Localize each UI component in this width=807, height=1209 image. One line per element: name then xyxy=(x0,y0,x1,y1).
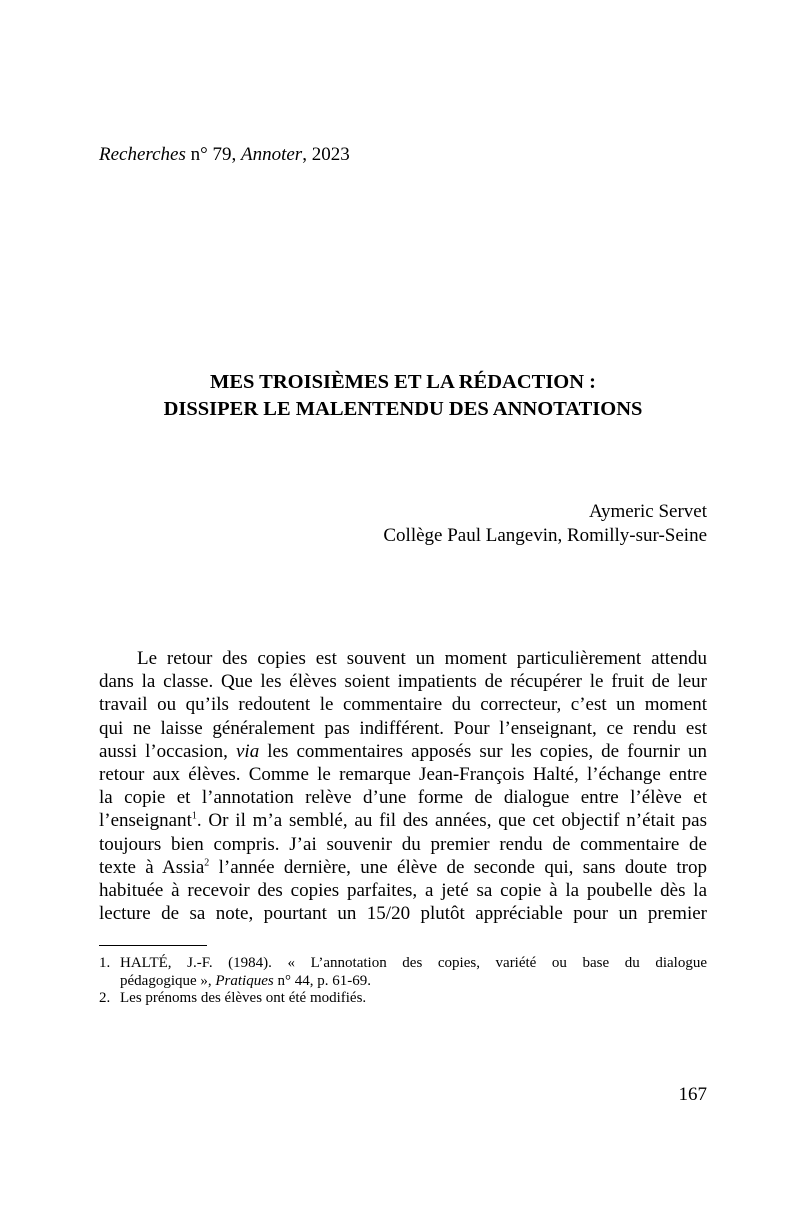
body-line: toujours bien compris. J’ai souvenir du premier rendu de commentaire de xyxy=(99,833,707,855)
issue-number: n° 79, xyxy=(185,144,241,165)
body-line: lecture de sa note, pourtant un 15/20 plutôt appréciable pour un premier xyxy=(99,903,707,925)
footnote-line xyxy=(120,973,707,991)
text-run: l’année dernière, une élève de seconde qui, sans doute trop xyxy=(209,856,708,878)
journal-name: Recherches xyxy=(99,144,186,165)
title-line-2: DISSIPER LE MALENTENDU DES ANNOTATIONS xyxy=(163,398,643,420)
footnote-line: HALTÉ, J.-F. (1984). « L’annotation des copies, variété ou base du dialogue xyxy=(120,955,707,971)
running-header xyxy=(99,143,350,167)
article-title xyxy=(99,369,707,423)
journal-title-italic: Pratiques xyxy=(215,972,274,989)
body-line: retour aux élèves. Comme le remarque Jean-François Halté, l’échange entre xyxy=(99,763,707,785)
footnote-1 xyxy=(99,955,707,990)
body-line xyxy=(99,740,707,763)
text-run: aussi l’occasion, xyxy=(99,740,236,762)
author-name: Aymeric Servet xyxy=(588,501,707,522)
issue-theme: Annoter xyxy=(240,144,303,165)
page-number: 167 xyxy=(678,1084,707,1105)
text-run: pédagogique », xyxy=(120,972,216,989)
author-block xyxy=(383,500,707,548)
text-run: n° 44, p. 61-69. xyxy=(273,972,371,989)
author-affiliation: Collège Paul Langevin, Romilly-sur-Seine xyxy=(383,525,707,546)
body-line xyxy=(99,809,707,832)
title-line-1: MES TROISIÈMES ET LA RÉDACTION : xyxy=(210,371,596,393)
body-line: qui ne laisse généralement pas indifférent. Pour l’enseignant, ce rendu est xyxy=(99,717,707,739)
body-line: Le retour des copies est souvent un moment particulièrement attendu xyxy=(137,648,707,669)
footnotes xyxy=(99,955,707,1008)
text-run: l’enseignant xyxy=(99,810,192,832)
body-paragraph xyxy=(99,647,707,925)
text-run: texte à Assia xyxy=(99,856,205,878)
footnote-line: Les prénoms des élèves ont été modifiés. xyxy=(120,990,367,1006)
footnote-separator xyxy=(99,945,207,946)
footnote-2 xyxy=(99,990,707,1008)
italic-via: via xyxy=(235,740,260,762)
body-line: travail ou qu’ils redoutent le commentaire du correcteur, c’est un moment xyxy=(99,694,707,716)
text-run: les commentaires apposés sur les copies, de fournir un xyxy=(259,740,708,762)
body-line: habituée à recevoir des copies parfaites, a jeté sa copie à la poubelle dès la xyxy=(99,879,707,901)
footnote-ref-1[interactable]: 1 xyxy=(191,810,197,822)
footnote-ref-2[interactable]: 2 xyxy=(204,857,210,869)
body-line: dans la classe. Que les élèves soient impatients de récupérer le fruit de leur xyxy=(99,671,707,693)
body-line xyxy=(99,856,707,879)
footnote-number: 1. xyxy=(99,955,111,971)
text-run: . Or il m’a semblé, au fil des années, que cet objectif n’était pas xyxy=(196,810,707,832)
issue-year: , 2023 xyxy=(302,144,350,165)
body-line: la copie et l’annotation relève d’une forme de dialogue entre l’élève et xyxy=(99,787,707,809)
footnote-number: 2. xyxy=(99,990,111,1006)
